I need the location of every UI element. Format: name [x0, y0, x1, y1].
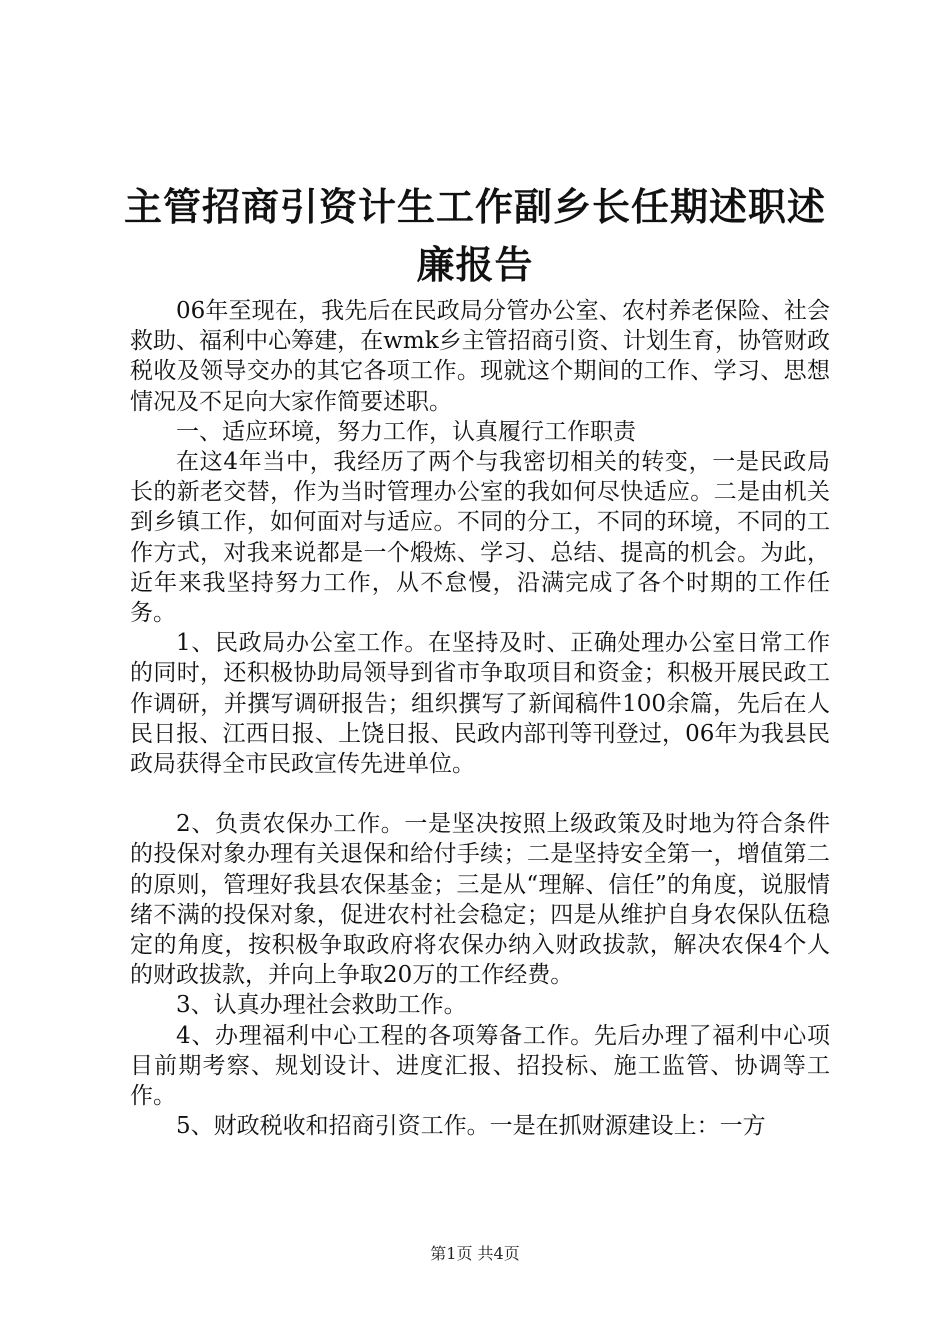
paragraph-item-5: 5、财政税收和招商引资工作。一是在抓财源建设上：一方	[176, 1113, 766, 1140]
document-body	[130, 296, 830, 1141]
page-footer: 第1页 共4页	[430, 1244, 520, 1263]
paragraph-transition: 在这4年当中，我经历了两个与我密切相关的转变，一是民政局长的新老交替，作为当时管理办公室的我如何尽快适应。二是由机关到乡镇工作，如何面对与适应。不同的分工，不同的环境，不同的工作方式，对我来说都是一个煅炼、学习、总结、提高的机会。为此，近年来我坚持努力工作，从不怠慢，沿满完成了各个时期的工作任务。	[130, 449, 830, 627]
paragraph-item-2: 2、负责农保办工作。一是坚决按照上级政策及时地为符合条件的投保对象办理有关退保和给付手续；二是坚持安全第一，增值第二的原则，管理好我县农保基金；三是从“理解、信任”的角度，说服情绪不满的投保对象，促进农村社会稳定；四是从维护自身农保队伍稳定的角度，按积极争取政府将农保办纳入财政拔款，解决农保4个人的财政拔款，并向上争取20万的工作经费。	[130, 811, 830, 989]
paragraph-item-4: 4、办理福利中心工程的各项筹备工作。先后办理了福利中心项目前期考察、规划设计、进度汇报、招投标、施工监管、协调等工作。	[130, 1022, 830, 1110]
paragraph-item-3: 3、认真办理社会救助工作。	[176, 992, 467, 1019]
section-heading-1: 一、适应环境，努力工作，认真履行工作职责	[176, 418, 636, 445]
paragraph-item-1: 1、民政局办公室工作。在坚持及时、正确处理办公室日常工作的同时，还积极协助局领导到省市争取项目和资金；积极开展民政工作调研，并撰写调研报告；组织撰写了新闻稿件100余篇，先后在人民日报、江西日报、上饶日报、民政内部刊等刊登过，06年为我县民政局获得全市民政宣传先进单位。	[130, 630, 830, 778]
paragraph-intro: 06年至现在，我先后在民政局分管办公室、农村养老保险、社会救助、福利中心筹建，在wmk乡主管招商引资、计划生育，协管财政税收及领导交办的其它各项工作。现就这个期间的工作、学习、思想情况及不足向大家作简要述职。	[130, 298, 830, 415]
document-title: 主管招商引资计生工作副乡长任期述职述廉报告	[123, 184, 826, 287]
